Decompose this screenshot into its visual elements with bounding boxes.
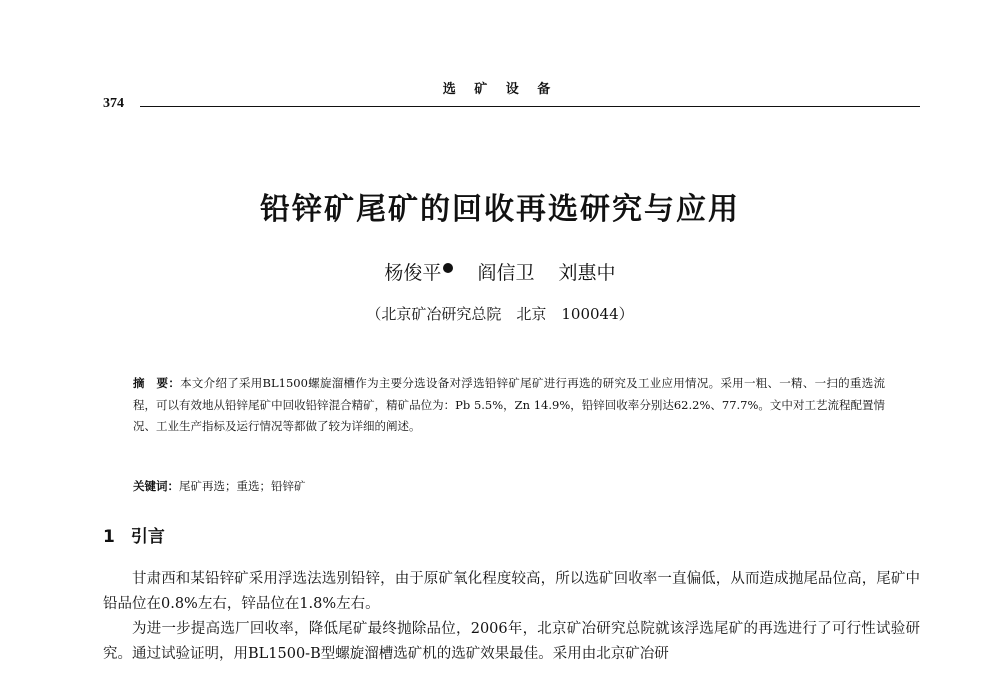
abstract-text: 本文介绍了采用BL1500螺旋溜槽作为主要分选设备对浮选铅锌矿尾矿进行再选的研究及工业应用情况。采用一粗、一精、一扫的重选流程，可以有效地从铅锌尾矿中回收铅锌混合精矿，精矿品位为：Pb 5.5%，Zn 14.9%，铅锌回收率分别达62.2%、77.7%。文中对工艺流程配置情况、工业生产指标及运行情况等都做了较为详细的阐述。 bbox=[133, 376, 885, 433]
author-name: 阎信卫 bbox=[477, 262, 535, 284]
running-header-journal: 选 矿 设 备 bbox=[442, 82, 558, 97]
author-list bbox=[0, 258, 1000, 285]
corresponding-author-dot-icon bbox=[443, 263, 453, 273]
section-title: 引言 bbox=[130, 527, 165, 547]
header-rule bbox=[140, 106, 920, 107]
keywords-label: 关键词： bbox=[133, 479, 179, 493]
page-number: 374 bbox=[103, 96, 124, 111]
author-name: 杨俊平 bbox=[384, 262, 453, 284]
body-text bbox=[103, 567, 920, 667]
paragraph: 为进一步提高选厂回收率，降低尾矿最终抛除品位，2006年，北京矿冶研究总院就该浮选尾矿的再选进行了可行性试验研究。通过试验证明，用BL1500-B型螺旋溜槽选矿机的选矿效果最佳。采用由北京矿冶研 bbox=[103, 621, 920, 662]
paragraph: 甘肃西和某铅锌矿采用浮选法选别铅锌，由于原矿氧化程度较高，所以选矿回收率一直偏低，从而造成抛尾品位高，尾矿中铅品位在0.8%左右，锌品位在1.8%左右。 bbox=[103, 571, 920, 612]
section-heading bbox=[103, 522, 165, 547]
abstract bbox=[133, 373, 885, 438]
keywords-text: 尾矿再选；重选；铅锌矿 bbox=[179, 479, 306, 493]
keywords bbox=[133, 476, 306, 496]
author-affiliation: （北京矿冶研究总院 北京 100044） bbox=[366, 305, 634, 323]
abstract-label: 摘 要： bbox=[133, 376, 181, 390]
section-number: 1 bbox=[103, 527, 115, 547]
article-title: 铅锌矿尾矿的回收再选研究与应用 bbox=[260, 192, 740, 227]
author-name: 刘惠中 bbox=[558, 262, 616, 284]
